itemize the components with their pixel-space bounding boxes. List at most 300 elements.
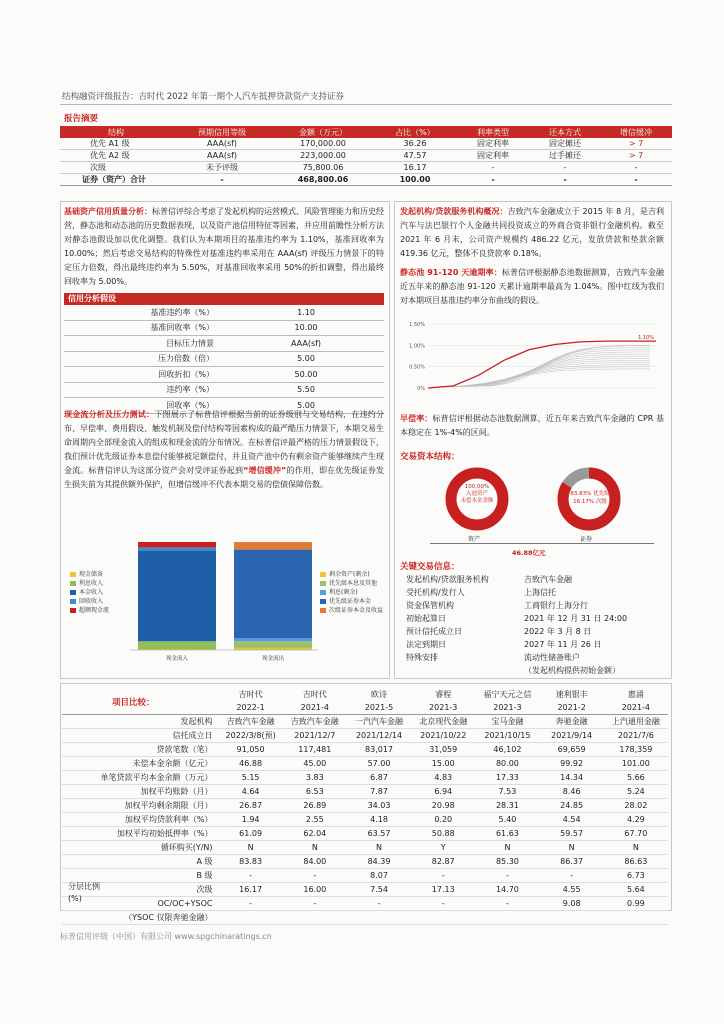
cell: 178,359: [604, 743, 668, 757]
value: 2021 年 12 月 31 日 24:00: [524, 614, 628, 623]
cell: 26.89: [283, 799, 347, 813]
cell: 4.54: [540, 813, 604, 827]
cell: 17.13: [411, 883, 475, 897]
credit-analysis-paragraph: [64, 205, 384, 289]
asset-label: 资产: [468, 536, 481, 543]
y-tick-label: 0.50%: [409, 364, 425, 371]
value: 上海信托: [524, 588, 556, 597]
cell: 4.64: [219, 785, 283, 799]
cell: 15.00: [411, 757, 475, 771]
table-row: [62, 897, 668, 911]
cell: -: [475, 897, 539, 911]
row-label: 发起机构: [62, 715, 219, 729]
summary-col: 结构: [60, 126, 172, 138]
cell: 4.29: [604, 813, 668, 827]
cell: [540, 911, 604, 925]
summary-table: [60, 126, 672, 186]
cell: [604, 911, 668, 925]
cell: 24.85: [540, 799, 604, 813]
project-period: 2021-2: [540, 701, 604, 715]
cell: 67.70: [604, 827, 668, 841]
legend-label: 本金收入: [79, 589, 104, 596]
legend-label: 超额现金流: [79, 607, 110, 614]
cell: 固定利率: [456, 150, 530, 162]
legend-label: 现金储备: [79, 571, 104, 578]
cell: 47.57: [374, 150, 456, 162]
cell: 5.40: [475, 813, 539, 827]
comparison-heading: 项目比较：: [112, 698, 155, 708]
table-row: [64, 382, 384, 398]
project-name: 速利银丰: [555, 690, 588, 699]
bar-segment: [234, 550, 312, 639]
table-row: [62, 911, 668, 925]
row-label: 加权平均初始抵押率（%）: [62, 827, 219, 841]
project-period: 2021-5: [347, 701, 411, 715]
legend-swatch: [70, 581, 76, 586]
row-label: 未偿本金余额（亿元）: [62, 757, 219, 771]
cell: 2.55: [283, 813, 347, 827]
cell: 固定摊还: [530, 138, 600, 150]
assumption-value: 10.00: [228, 320, 384, 336]
value: （发起机构提供初始金额）: [524, 666, 620, 675]
legend-item: [70, 570, 128, 579]
key: 受托机构/发行人: [406, 588, 465, 597]
issuer-heading: 发起机构/贷款服务机构概况：: [400, 207, 508, 216]
cell: 5.24: [604, 785, 668, 799]
cashflow-heading: 现金流分析及压力测试：: [64, 410, 155, 419]
summary-header-row: [60, 126, 672, 138]
cell: 84.39: [347, 855, 411, 869]
cell: 奔驰金融: [540, 715, 604, 729]
cell: 证券（资产）合计: [60, 174, 172, 186]
legend-swatch: [70, 608, 76, 613]
cashflow-legend-left: [70, 570, 128, 615]
cell: 优先 A2 级: [60, 150, 172, 162]
cell: [475, 911, 539, 925]
table-row: [406, 638, 666, 651]
value: 2022 年 3 月 8 日: [524, 627, 592, 636]
cell: 80.00: [475, 757, 539, 771]
bar-segment: [138, 641, 216, 649]
assumption-key: 回收率（%）: [64, 398, 228, 414]
y-tick-label: 1.00%: [409, 343, 425, 350]
cell: 17.33: [475, 771, 539, 785]
cell: 223,000.00: [272, 150, 374, 162]
row-label: B 级: [62, 869, 219, 883]
cell: -: [540, 869, 604, 883]
cell: 吉致汽车金融: [283, 715, 347, 729]
cell: 61.09: [219, 827, 283, 841]
legend-label: 次级证券本金及收益: [329, 607, 384, 614]
key: 预计信托成立日: [406, 627, 462, 636]
cell: 5.64: [604, 883, 668, 897]
table-row: [406, 664, 666, 677]
key: 发起机构/贷款服务机构: [406, 575, 489, 584]
assumption-key: 基准违约率（%）: [64, 305, 228, 320]
assumption-key: 压力倍数（倍）: [64, 351, 228, 367]
cell: 4.18: [347, 813, 411, 827]
row-label: （YSOC 仅限奔驰金融）: [62, 911, 219, 925]
cell: N: [604, 841, 668, 855]
cell: -: [347, 897, 411, 911]
project-period: 2021-3: [475, 701, 539, 715]
assumption-value: 5.00: [228, 351, 384, 367]
cell: 101.00: [604, 757, 668, 771]
table-row: [60, 162, 672, 174]
table-row: [62, 813, 668, 827]
cell: [347, 911, 411, 925]
cell: N: [219, 841, 283, 855]
cell: 北京现代金融: [411, 715, 475, 729]
table-row: [406, 651, 666, 664]
cell: 117,481: [283, 743, 347, 757]
cell: 16.17: [374, 162, 456, 174]
structure-total: 46.88亿元: [512, 549, 546, 557]
value: 工商银行上海分行: [524, 601, 588, 610]
table-row: [62, 757, 668, 771]
x-tick-label: 现金流出: [261, 656, 285, 662]
cell: 91,050: [219, 743, 283, 757]
cashflow-chart: [126, 536, 322, 664]
assumption-key: 目标压力情景: [64, 336, 228, 352]
cell: N: [283, 841, 347, 855]
cell: 16.00: [283, 883, 347, 897]
static-pool-chart: [398, 316, 666, 400]
cell: -: [219, 897, 283, 911]
cell: 468,800.06: [272, 174, 374, 186]
static-pool-paragraph: [400, 266, 664, 308]
legend-item: [320, 570, 386, 579]
row-label: 单笔贷款平均本金余额（万元）: [62, 771, 219, 785]
summary-col: 还本方式: [530, 126, 600, 138]
project-name: 睿程: [435, 690, 452, 699]
key: 法定到期日: [406, 640, 446, 649]
project-name: 福宁天元之信: [483, 690, 532, 699]
table-row: [406, 573, 666, 586]
cell: AAA(sf): [172, 150, 272, 162]
legend-item: [70, 588, 128, 597]
cell: 46.88: [219, 757, 283, 771]
asset-line: 未偿本金余额: [460, 498, 494, 504]
cell: -: [219, 869, 283, 883]
cell: 6.53: [283, 785, 347, 799]
cell: 6.73: [604, 869, 668, 883]
x-tick-label: 现金流入: [165, 656, 189, 662]
table-row: [62, 771, 668, 785]
assumption-value: AAA(sf): [228, 336, 384, 352]
legend-label: 剩余资产(剩余): [329, 571, 370, 578]
cashflow-emphasis: “增信缓冲”: [243, 466, 287, 475]
footer: 标普信用评级（中国）有限公司 www.spgchinaratings.cn: [60, 932, 272, 941]
cell: 86.37: [540, 855, 604, 869]
key: 特殊安排: [406, 653, 438, 662]
key: 资金保管机构: [406, 601, 454, 610]
cell: [219, 911, 283, 925]
cell: 2021/7/6: [604, 729, 668, 743]
security-label: 证券: [580, 536, 593, 543]
legend-swatch: [70, 590, 76, 595]
key-info-table: [406, 573, 666, 677]
cell: 一汽汽车金融: [347, 715, 411, 729]
cell: 82.87: [411, 855, 475, 869]
legend-swatch: [70, 599, 76, 604]
cell: [411, 911, 475, 925]
cell: 2021/12/7: [283, 729, 347, 743]
table-row: [62, 729, 668, 743]
spacer: [62, 688, 219, 701]
cell: 未予评级: [172, 162, 272, 174]
row-label: 贷款笔数（笔）: [62, 743, 219, 757]
document-header: 结构融资评级报告：吉时代 2022 年第一期个人汽车抵押贷款资产支持证券: [62, 92, 345, 102]
asset-line: 100.00%: [464, 484, 490, 490]
cell: 宝马金融: [475, 715, 539, 729]
row-label: 加权平均贷款利率（%）: [62, 813, 219, 827]
bar-segment: [234, 638, 312, 641]
legend-item: [320, 588, 386, 597]
legend-item: [70, 597, 128, 606]
project-name: 吉时代: [238, 690, 263, 699]
structure-heading: 交易资本结构：: [400, 452, 460, 462]
bar-segment: [234, 641, 312, 648]
cell: N: [475, 841, 539, 855]
cell: 46,102: [475, 743, 539, 757]
table-row: [60, 150, 672, 162]
legend-label: 优先级证券本金: [329, 598, 372, 605]
cell: 28.02: [604, 799, 668, 813]
table-row: [406, 625, 666, 638]
cell: -: [172, 174, 272, 186]
table-row: [62, 883, 668, 897]
legend-label: 利息收入: [79, 580, 104, 587]
value: 2027 年 11 月 26 日: [524, 640, 602, 649]
assumption-table: [64, 293, 384, 414]
security-line: 16.17% 次级: [573, 499, 607, 505]
row-label: OC/OC+YSOC: [62, 897, 219, 911]
cell: 36.26: [374, 138, 456, 150]
table-row: [406, 599, 666, 612]
table-row: [64, 336, 384, 352]
cell: 59.57: [540, 827, 604, 841]
key: [406, 664, 524, 677]
cell: 吉致汽车金融: [219, 715, 283, 729]
table-row: [62, 869, 668, 883]
project-name: 欧诗: [371, 690, 388, 699]
static-pool-heading: 静态池 91-120 天逾期率：: [400, 268, 502, 277]
cell: 2021/10/22: [411, 729, 475, 743]
cell: 85.30: [475, 855, 539, 869]
cell: 62.04: [283, 827, 347, 841]
cell: -: [475, 869, 539, 883]
project-name: 吉时代: [302, 690, 327, 699]
table-row: [64, 367, 384, 383]
cashflow-text-pre: 下图展示了标普信评根据当前的证券级别与交易结构，在违约分布、早偿率、费用假设、触发机制及偿付结构等因素构成的最严酷压力情景下，本期交易生命周期内全部现金流入的组成和现金流的分布情况。在标普信评最严格的压力情景假设下，我们预计优先级证券本息偿付能够被足额偿付，并且资产池中仍有剩余资产能够继续产生现金流。标普信评认为这部分资产会对受评证券起到: [64, 410, 385, 475]
cell: -: [411, 897, 475, 911]
cell: 31,059: [411, 743, 475, 757]
cell: 2021/12/14: [347, 729, 411, 743]
cell: -: [600, 174, 672, 186]
bar-segment: [138, 542, 216, 547]
cell: 14.70: [475, 883, 539, 897]
cell: 8.07: [347, 869, 411, 883]
cell: 69,659: [540, 743, 604, 757]
project-name: 惠涌: [627, 690, 644, 699]
summary-col: 增信缓冲: [600, 126, 672, 138]
cell: 5.66: [604, 771, 668, 785]
comparison-period-row: [62, 701, 668, 715]
y-tick-label: 0%: [417, 386, 425, 392]
table-row: [62, 855, 668, 869]
cell: -: [411, 869, 475, 883]
project-period: 2021-4: [604, 701, 668, 715]
table-row: [62, 743, 668, 757]
cashflow-text-post: 的作用，即在优先级证券发生损失前为其提供额外保护，但增信缓冲不代表本期交易的偿债保障倍数。: [64, 466, 384, 489]
structure-baseline: [430, 543, 654, 544]
cell: 固定利率: [456, 138, 530, 150]
project-period: 2021-3: [411, 701, 475, 715]
tier-label: 分层比例(%): [68, 882, 100, 903]
cell: N: [540, 841, 604, 855]
cell: Y: [411, 841, 475, 855]
table-row: [62, 785, 668, 799]
cell: -: [600, 162, 672, 174]
table-row: [60, 138, 672, 150]
cell: 5.15: [219, 771, 283, 785]
cell: 7.87: [347, 785, 411, 799]
cell: 1.94: [219, 813, 283, 827]
table-row: [64, 305, 384, 320]
legend-item: [320, 579, 386, 588]
table-row-total: [60, 174, 672, 186]
cashflow-paragraph: [64, 408, 384, 492]
cell: 8.46: [540, 785, 604, 799]
credit-analysis-text: 标普信评综合考虑了发起机构的运营模式、风险管理能力和历史经营，静态池和动态池的历史数据表现，以及资产池信用特征等因素，并应用前瞻性分析方法对静态池假设加以优化调整。我们认为本期项目的基准违约率为 1.10%，基准回收率为 10.00%；然后考虑交易结构的特殊性对基准违约率采用在 AAA(sf) 评级压力情景下的特定压力倍数，得出最终违约率为 5.50%，对基准回收率采用 50%的折扣调整，得出最终回收率为 5.00%。: [64, 207, 384, 286]
cell: > 7: [600, 150, 672, 162]
cell: 7.53: [475, 785, 539, 799]
cell: 34.03: [347, 799, 411, 813]
cell: 上汽通用金融: [604, 715, 668, 729]
value: 吉致汽车金融: [524, 575, 572, 584]
legend-label: 利息(剩余): [329, 589, 358, 596]
cell: 6.94: [411, 785, 475, 799]
cell: 16.17: [219, 883, 283, 897]
cell: 2022/3/8(预): [219, 729, 283, 743]
cell: 63.57: [347, 827, 411, 841]
cell: N: [347, 841, 411, 855]
cell: 3.83: [283, 771, 347, 785]
prepay-heading: 早偿率：: [400, 414, 433, 423]
assumption-heading: 信用分析假设: [64, 293, 384, 305]
cell: 4.83: [411, 771, 475, 785]
cell: 0.99: [604, 897, 668, 911]
table-row: [62, 715, 668, 729]
cell: -: [530, 162, 600, 174]
prepay-text: 标普信评根据动态池数据测算，近五年来吉致汽车金融的 CPR 基本稳定在 1%-4%的区间。: [400, 414, 665, 437]
row-label: 次级: [62, 883, 219, 897]
assumption-value: 5.50: [228, 382, 384, 398]
cell: 次级: [60, 162, 172, 174]
cell: 100.00: [374, 174, 456, 186]
cell: 20.98: [411, 799, 475, 813]
row-label: 循环购买(Y/N): [62, 841, 219, 855]
bar-segment: [138, 551, 216, 642]
cell: 9.08: [540, 897, 604, 911]
cashflow-legend-right: [320, 570, 386, 615]
cell: -: [456, 174, 530, 186]
table-row: [406, 586, 666, 599]
cell: [283, 911, 347, 925]
table-row: [64, 320, 384, 336]
cell: 优先 A1 级: [60, 138, 172, 150]
row-label: 加权平均剩余期限（月）: [62, 799, 219, 813]
table-row: [64, 351, 384, 367]
comparison-table: [62, 688, 668, 925]
comparison-name-row: [62, 688, 668, 701]
row-label: 加权平均账龄（月）: [62, 785, 219, 799]
credit-analysis-heading: 基础资产信用质量分析：: [64, 207, 152, 216]
historical-curve: [488, 346, 650, 387]
table-row: [62, 841, 668, 855]
assumption-value: 50.00: [228, 367, 384, 383]
static-pool-text: 标普信评根据静态池数据测算，吉致汽车金融近五年来的静态池 91-120 天累计逾期率最高为 1.04%。图中红线为我们对本期项目基准违约率分布曲线的假设。: [400, 268, 664, 305]
summary-title: 报告摘要: [64, 114, 99, 124]
end-value-label: 1.10%: [638, 335, 654, 342]
project-period: 2022-1: [219, 701, 283, 715]
summary-col: 利率类型: [456, 126, 530, 138]
legend-item: [70, 606, 128, 615]
cell: -: [530, 174, 600, 186]
bar-segment: [138, 547, 216, 550]
legend-item: [70, 579, 128, 588]
cell: 84.00: [283, 855, 347, 869]
cell: 28.31: [475, 799, 539, 813]
cell: 6.87: [347, 771, 411, 785]
spacer: [62, 701, 219, 715]
legend-label: 优先级本息及其他: [329, 580, 378, 587]
assumption-value: 1.10: [228, 305, 384, 320]
legend-item: [320, 606, 386, 615]
row-label: A 级: [196, 857, 213, 866]
cell: 57.00: [347, 757, 411, 771]
cell: 2021/9/14: [540, 729, 604, 743]
cell: 26.87: [219, 799, 283, 813]
asset-donut-label: [456, 484, 498, 505]
legend-swatch: [70, 572, 76, 577]
cell: AAA(sf): [172, 138, 272, 150]
table-row: [406, 612, 666, 625]
cell: 过手摊还: [530, 150, 600, 162]
key: 初始起算日: [406, 614, 446, 623]
summary-col: 预期信用等级: [172, 126, 272, 138]
cell: 170,000.00: [272, 138, 374, 150]
cell: 45.00: [283, 757, 347, 771]
bar-segment: [234, 648, 312, 650]
bar-segment: [234, 542, 312, 550]
security-line: 83.83% 优先级: [570, 491, 610, 497]
project-period: 2021-4: [283, 701, 347, 715]
issuer-text: 吉致汽车金融成立于 2015 年 8 月，是吉利汽车与法巴银行个人金融共同投资成立的外商合资非银行金融机构。截至 2021 年 6 月末，公司资产规模约 486.22 亿元，发放贷款和垫款余额 419.36 亿元，整体不良贷款率 0.18%。: [400, 207, 664, 258]
assumption-key: 基准回收率（%）: [64, 320, 228, 336]
assumption-key: 回收折扣（%）: [64, 367, 228, 383]
legend-label: 回收收入: [79, 598, 104, 605]
cell: 2021/10/15: [475, 729, 539, 743]
key-info-heading: 关键交易信息：: [400, 562, 460, 572]
cell: -: [283, 869, 347, 883]
header-divider: [60, 104, 672, 105]
issuer-paragraph: [400, 205, 664, 261]
y-tick-label: 1.50%: [409, 322, 425, 328]
table-row: [62, 799, 668, 813]
cell: -: [283, 897, 347, 911]
